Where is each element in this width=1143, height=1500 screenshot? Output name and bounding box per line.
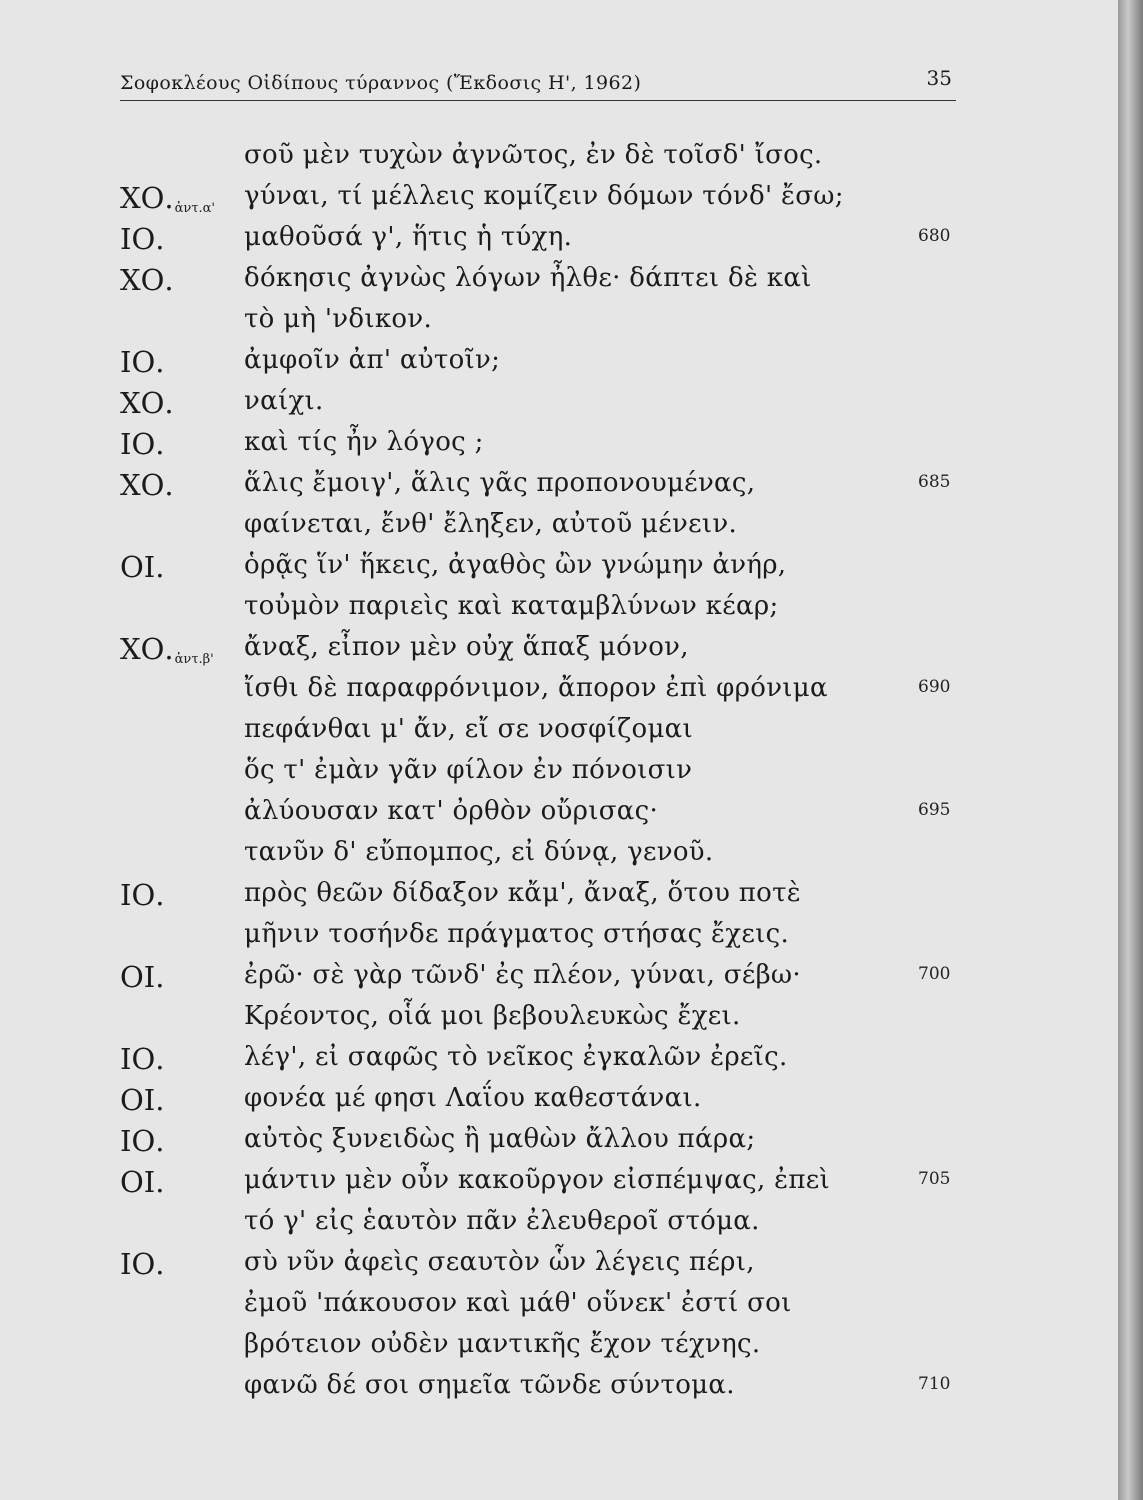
verse-text: πεφάνθαι μ' ἄν, εἴ σε νοσφίζομαι: [244, 714, 694, 744]
speaker-abbrev: ΙΟ.: [120, 878, 165, 912]
running-header: [120, 66, 956, 101]
speaker-abbrev: ΙΟ.: [120, 427, 165, 461]
speaker-abbrev: ΙΟ.: [120, 1042, 165, 1076]
speaker-abbrev: ΟΙ.: [120, 1165, 165, 1199]
verse-line: [0, 796, 1118, 836]
verse-line: [0, 837, 1118, 877]
speaker-label: [120, 960, 164, 994]
verse-line: [0, 386, 1118, 426]
verse-text: ἐρῶ· σὲ γὰρ τῶνδ' ἐς πλέον, γύναι, σέβω·: [244, 960, 801, 990]
verse-line: [0, 1083, 1118, 1123]
verse-line: [0, 263, 1118, 303]
line-number: 680: [918, 226, 951, 246]
verse-text: τοὐμὸν παριεὶς καὶ καταμβλύνων κέαρ;: [244, 591, 779, 621]
verse-text: τανῦν δ' εὔπομπος, εἰ δύνᾳ, γενοῦ.: [244, 837, 714, 867]
speaker-label: [120, 1247, 164, 1281]
verse-text: ναίχι.: [244, 386, 324, 416]
verse-line: [0, 1370, 1118, 1410]
verse-text: καὶ τίς ἦν λόγος ;: [244, 427, 484, 457]
verse-text: λέγ', εἰ σαφῶς τὸ νεῖκος ἐγκαλῶν ἐρεῖς.: [244, 1042, 788, 1072]
verse-line: [0, 468, 1118, 508]
line-number: 700: [918, 964, 951, 984]
verse-line: [0, 1042, 1118, 1082]
verse-line: [0, 345, 1118, 385]
line-number: 685: [918, 472, 951, 492]
verse-text: σὺ νῦν ἀφεὶς σεαυτὸν ὧν λέγεις πέρι,: [244, 1247, 755, 1277]
running-title: Σοφοκλέους Οἰδίπους τύραννος (Ἔκδοσις Η', 1962): [120, 72, 642, 94]
verse-text: μαθοῦσά γ', ἥτις ἡ τύχη.: [244, 222, 573, 252]
speaker-label: [120, 181, 215, 216]
speaker-abbrev: ΟΙ.: [120, 550, 165, 584]
verse-line: [0, 919, 1118, 959]
speaker-abbrev: ΙΟ.: [120, 222, 165, 256]
speaker-abbrev: ΙΟ.: [120, 1247, 165, 1281]
verse-line: [0, 878, 1118, 918]
speaker-abbrev: ΧΟ.: [120, 386, 174, 420]
speaker-abbrev: ΧΟ.: [120, 632, 174, 666]
verse-text: ἐμοῦ 'πάκουσον καὶ μάθ' οὕνεκ' ἐστί σοι: [244, 1288, 792, 1318]
verse-text: βρότειον οὐδὲν μαντικῆς ἔχον τέχνης.: [244, 1329, 761, 1359]
verse-text: ὁρᾷς ἵν' ἥκεις, ἀγαθὸς ὢν γνώμην ἀνήρ,: [244, 550, 787, 580]
verse-text: Κρέοντος, οἷά μοι βεβουλευκὼς ἔχει.: [244, 1001, 741, 1031]
verse-line: [0, 1206, 1118, 1246]
verse-line: [0, 1288, 1118, 1328]
verse-text: αὐτὸς ξυνειδὼς ἢ μαθὼν ἄλλου πάρα;: [244, 1124, 756, 1154]
verse-text: φανῶ δέ σοι σημεῖα τῶνδε σύντομα.: [244, 1370, 735, 1400]
speaker-label: [120, 1042, 164, 1076]
speaker-label: [120, 468, 174, 502]
page-edge: [1118, 0, 1143, 1500]
speaker-label: [120, 1124, 164, 1158]
verse-text: σοῦ μὲν τυχὼν ἀγνῶτος, ἐν δὲ τοῖσδ' ἴσος.: [244, 140, 823, 170]
speaker-abbrev: ΟΙ.: [120, 960, 165, 994]
line-number: 695: [918, 800, 951, 820]
antistrophe-marker: ἀντ.β': [174, 652, 214, 667]
speaker-abbrev: ΙΟ.: [120, 1124, 165, 1158]
line-number: 710: [918, 1374, 951, 1394]
verse-text: ἀλύουσαν κατ' ὀρθὸν οὔρισας·: [244, 796, 659, 826]
verse-line: [0, 1165, 1118, 1205]
verse-text: ὅς τ' ἐμὰν γᾶν φίλον ἐν πόνοισιν: [244, 755, 693, 785]
speaker-abbrev: ΧΟ.: [120, 181, 174, 215]
verse-text: ἀμφοῖν ἀπ' αὐτοῖν;: [244, 345, 501, 375]
verse-line: [0, 755, 1118, 795]
verse-text: δόκησις ἀγνὼς λόγων ἦλθε· δάπτει δὲ καὶ: [244, 263, 812, 293]
antistrophe-marker: ἀντ.α': [174, 201, 215, 216]
verse-line: [0, 181, 1118, 221]
page-number: 35: [926, 66, 952, 90]
speaker-label: [120, 345, 164, 379]
line-number: 705: [918, 1169, 951, 1189]
speaker-label: [120, 632, 214, 667]
speaker-label: [120, 386, 174, 420]
speaker-label: [120, 1083, 164, 1117]
verse-text: τὸ μὴ 'νδικον.: [244, 304, 433, 334]
speaker-label: [120, 1165, 164, 1199]
speaker-label: [120, 222, 164, 256]
verse-text: πρὸς θεῶν δίδαξον κἄμ', ἄναξ, ὅτου ποτὲ: [244, 878, 802, 908]
verse-line: [0, 960, 1118, 1000]
verse-line: [0, 591, 1118, 631]
verse-text: ἴσθι δὲ παραφρόνιμον, ἄπορον ἐπὶ φρόνιμα: [244, 673, 828, 703]
verse-line: [0, 1001, 1118, 1041]
verse-line: [0, 1329, 1118, 1369]
verse-line: [0, 714, 1118, 754]
speaker-abbrev: ΙΟ.: [120, 345, 165, 379]
speaker-label: [120, 878, 164, 912]
verse-line: [0, 550, 1118, 590]
verse-line: [0, 222, 1118, 262]
verse-text: μῆνιν τοσήνδε πράγματος στήσας ἔχεις.: [244, 919, 790, 949]
verse-line: [0, 1247, 1118, 1287]
verse-line: [0, 509, 1118, 549]
verse-line: [0, 140, 1118, 180]
verse-text: μάντιν μὲν οὖν κακοῦργον εἰσπέμψας, ἐπεὶ: [244, 1165, 831, 1195]
verse-line: [0, 1124, 1118, 1164]
verse-line: [0, 304, 1118, 344]
verse-text: γύναι, τί μέλλεις κομίζειν δόμων τόνδ' ἔσω;: [244, 181, 844, 211]
speaker-abbrev: ΧΟ.: [120, 468, 174, 502]
verse-line: [0, 427, 1118, 467]
verse-text: φαίνεται, ἔνθ' ἔληξεν, αὐτοῦ μένειν.: [244, 509, 738, 539]
speaker-abbrev: ΟΙ.: [120, 1083, 165, 1117]
verse-text: φονέα μέ φησι Λαΐου καθεστάναι.: [244, 1083, 702, 1113]
speaker-label: [120, 263, 174, 297]
verse-text: τό γ' εἰς ἑαυτὸν πᾶν ἐλευθεροῖ στόμα.: [244, 1206, 760, 1236]
verse-text: ἄναξ, εἶπον μὲν οὐχ ἅπαξ μόνον,: [244, 632, 689, 662]
line-number: 690: [918, 677, 951, 697]
speaker-abbrev: ΧΟ.: [120, 263, 174, 297]
verse-line: [0, 673, 1118, 713]
speaker-label: [120, 550, 164, 584]
verse-line: [0, 632, 1118, 672]
speaker-label: [120, 427, 164, 461]
verse-text: ἅλις ἔμοιγ', ἅλις γᾶς προπονουμένας,: [244, 468, 756, 498]
